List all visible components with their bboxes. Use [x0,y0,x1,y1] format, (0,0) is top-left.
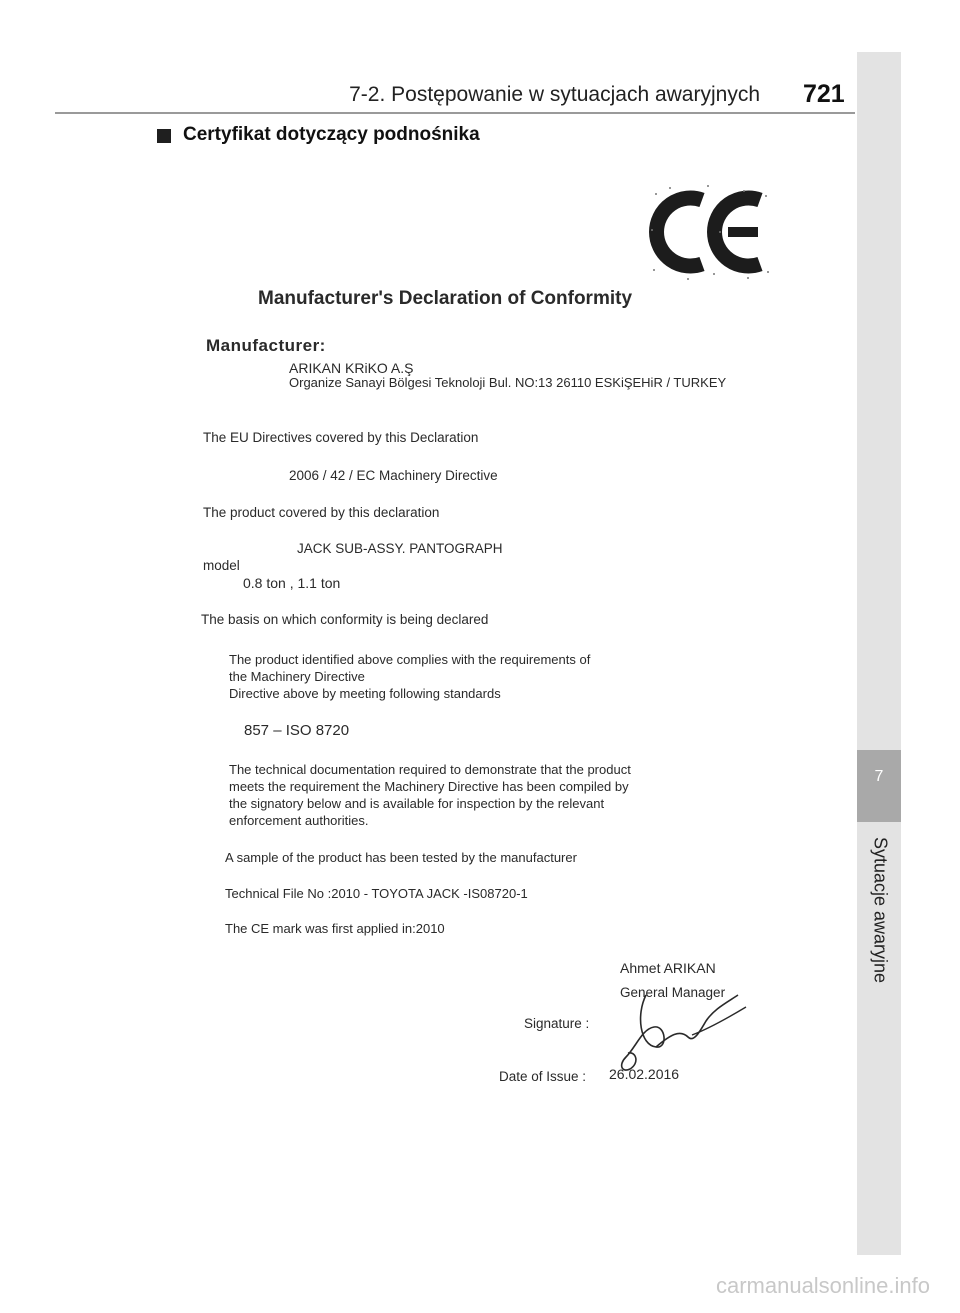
sample-statement: A sample of the product has been tested by the manufacturer [225,850,577,865]
documentation-line: meets the requirement the Machinery Directive has been compiled by [229,779,629,794]
product-name: JACK SUB-ASSY. PANTOGRAPH [297,541,503,556]
compliance-line: Directive above by meeting following standards [229,686,501,701]
signatory-name: Ahmet ARIKAN [620,960,716,976]
eu-directives-heading: The EU Directives covered by this Declaration [203,430,479,445]
manufacturer-name: ARIKAN KRiKO A.Ş [289,360,414,376]
chapter-label: Sytuacje awaryjne [870,836,891,984]
standard-reference: 857 – ISO 8720 [244,722,350,739]
basis-heading: The basis on which conformity is being declared [201,612,489,627]
manufacturer-label: Manufacturer: [206,336,326,355]
chapter-number: 7 [874,768,884,785]
footer-watermark: carmanualsonline.info [715,1273,930,1298]
date-of-issue-label: Date of Issue : [499,1069,587,1084]
product-heading: The product covered by this declaration [203,505,440,520]
model-value: 0.8 ton , 1.1 ton [243,575,341,591]
documentation-statement [229,761,631,829]
page-number: 721 [803,80,845,108]
chapter-tab [857,750,901,822]
section-title: Certyfikat dotyczący podnośnika [183,124,480,145]
documentation-line: The technical documentation required to demonstrate that the product [229,762,631,777]
signature-label: Signature : [524,1016,590,1031]
section-bullet-icon [157,129,171,143]
date-of-issue-value: 26.02.2016 [609,1066,680,1082]
declaration-title: Manufacturer's Declaration of Conformity [258,288,633,309]
compliance-line: the Machinery Directive [229,669,365,684]
ce-first-applied: The CE mark was first applied in:2010 [225,921,445,936]
signatory-title: General Manager [620,985,726,1000]
manufacturer-address: Organize Sanayi Bölgesi Teknoloji Bul. NO:13 26110 ESKiŞEHiR / TURKEY [289,375,727,390]
running-header-title: 7-2. Postępowanie w sytuacjach awaryjnych [349,83,760,106]
chapter-side-bar [857,52,901,1255]
compliance-statement [229,651,590,702]
ce-mark-logo [648,182,776,287]
technical-file: Technical File No :2010 - TOYOTA JACK -IS08720-1 [225,886,528,901]
compliance-line: The product identified above complies with the requirements of [229,652,591,667]
documentation-line: the signatory below and is available for inspection by the relevant [229,796,605,811]
documentation-line: enforcement authorities. [229,813,369,828]
eu-directive: 2006 / 42 / EC Machinery Directive [289,468,498,483]
model-label: model [203,558,240,573]
header-divider [55,112,855,114]
